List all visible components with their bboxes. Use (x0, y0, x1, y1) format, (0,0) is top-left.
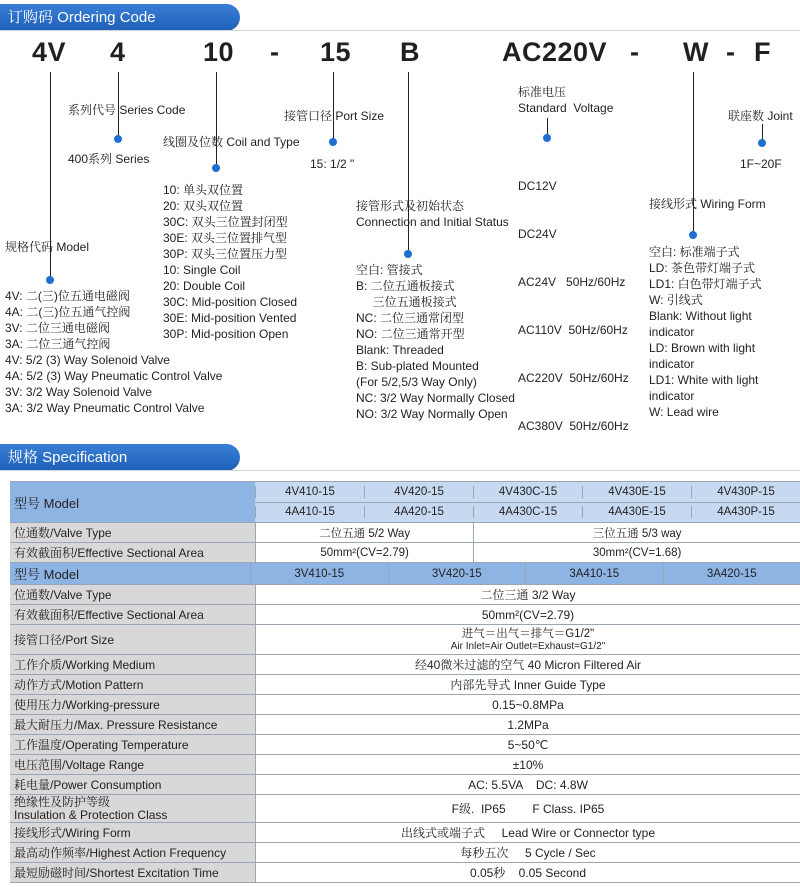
table-cell: 50mm²(CV=2.79) (255, 605, 800, 624)
table-row (10, 715, 800, 735)
table-row (10, 543, 800, 563)
table-row (10, 775, 800, 795)
insulation-label-cn: 绝缘性及防护等级 (14, 794, 111, 809)
list-item: 10: Single Coil (163, 263, 241, 277)
table-cell: 4V430C-15 (473, 486, 582, 498)
list-item: 30E: Mid-position Vented (163, 311, 297, 325)
dot-wiring (689, 231, 697, 239)
series-title: 系列代号 Series Code (68, 103, 186, 117)
code-series: 4 (110, 37, 126, 67)
table-cell: 4A420-15 (364, 506, 473, 518)
list-item: 30E: 双头三位置排气型 (163, 231, 288, 245)
table-row (10, 695, 800, 715)
code-model: 4V (32, 37, 67, 67)
code-coil: 10 (203, 37, 235, 67)
table-cell: 4V430P-15 (691, 486, 800, 498)
table-cell: 0.05秒 0.05 Second (255, 863, 800, 882)
row-label: 耗电量/Power Consumption (10, 775, 255, 794)
table-cell: 4V430E-15 (582, 486, 691, 498)
dot-connection (404, 250, 412, 258)
table-cell: F级. IP65 F Class. IP65 (255, 795, 800, 822)
table-cell: 5~50℃ (255, 735, 800, 754)
list-item: W: Lead wire (649, 405, 719, 419)
table-cell: 50mm²(CV=2.79) (255, 543, 473, 562)
row-label: 电压范围/Voltage Range (10, 755, 255, 774)
table-row (10, 823, 800, 843)
dot-coil (212, 164, 220, 172)
table-cell: 4V410-15 (255, 486, 364, 498)
list-item: 4A: 二(三)位五通气控阀 (5, 305, 131, 319)
list-item: 空白: 管接式 (356, 263, 423, 277)
table-row (10, 795, 800, 823)
code-joint: F (754, 37, 771, 67)
code-port: 15 (320, 37, 352, 67)
list-item: 3V: 3/2 Way Solenoid Valve (5, 385, 152, 399)
list-item: LD: 茶色带灯端子式 (649, 261, 756, 275)
row-label: 动作方式/Motion Pattern (10, 675, 255, 694)
list-item: LD1: 白色带灯端子式 (649, 277, 762, 291)
list-item: 4A: 5/2 (3) Way Pneumatic Control Valve (5, 369, 223, 383)
table-cell: 4A430E-15 (582, 506, 691, 518)
spec-header: 规格 Specification (0, 444, 240, 471)
table-row (10, 625, 800, 655)
model-label-3: 型号 Model (10, 563, 135, 584)
code-dash-3: - (726, 37, 736, 67)
table-row (10, 735, 800, 755)
joint-value: 1F~20F (740, 157, 782, 171)
list-item: 4V: 5/2 (3) Way Solenoid Valve (5, 353, 170, 367)
list-item: LD1: White with light (649, 373, 759, 387)
table-cell: 1.2MPa (255, 715, 800, 734)
list-item: DC12V (518, 179, 557, 193)
list-item: 20: 双头双位置 (163, 199, 244, 213)
model-title: 规格代码 Model (5, 240, 90, 254)
models-3-cells (250, 563, 800, 584)
leader-coil (216, 72, 217, 166)
table-row (10, 523, 800, 543)
table-cell: 3A420-15 (663, 563, 800, 584)
table-cell: 4A430C-15 (473, 506, 582, 518)
table-cell: 每秒五次 5 Cycle / Sec (255, 843, 800, 862)
valve-type-label: 位通数/Valve Type (10, 523, 255, 542)
dot-port (329, 138, 337, 146)
row-label: 使用压力/Working-pressure (10, 695, 255, 714)
table-row (10, 755, 800, 775)
model-cells (255, 482, 800, 522)
list-item: 20: Double Coil (163, 279, 246, 293)
table-row (10, 563, 800, 585)
ordering-header: 订购码 Ordering Code (0, 4, 240, 31)
row-label: 工作介质/Working Medium (10, 655, 255, 674)
port-size-cell (255, 625, 800, 654)
list-item: 30P: 双头三位置压力型 (163, 247, 288, 261)
area-cells (255, 543, 800, 562)
list-item: indicator (649, 389, 695, 403)
dot-model (46, 276, 54, 284)
header-divider (0, 30, 800, 31)
list-item: AC220V 50Hz/60Hz (518, 371, 629, 385)
list-item: NC: 二位三通常闭型 (356, 311, 465, 325)
area-label-3: 有效截面积/Effective Sectional Area (10, 605, 255, 624)
list-item: 3A: 二位三通气控阀 (5, 337, 111, 351)
insulation-label (10, 795, 255, 822)
port-size-cn: 进气＝出气＝排气＝G1/2" (461, 627, 595, 640)
table-row (10, 605, 800, 625)
table-row (10, 675, 800, 695)
table-cell: 经40微米过滤的空气 40 Micron Filtered Air (255, 655, 800, 674)
list-item: 3V: 二位三通电磁阀 (5, 321, 110, 335)
row-label: 最大耐压力/Max. Pressure Resistance (10, 715, 255, 734)
table-row (10, 863, 800, 883)
table-cell: 4A410-15 (255, 506, 364, 518)
list-item: indicator (649, 325, 695, 339)
valve-type-cells (255, 523, 800, 542)
list-item: 4V: 二(三)位五通电磁阀 (5, 289, 130, 303)
row-label: 最高动作频率/Highest Action Frequency (10, 843, 255, 862)
code-wiring: W (683, 37, 709, 67)
voltage-title-en: Standard Voltage (518, 101, 614, 115)
list-item: DC24V (518, 227, 557, 241)
table-cell: 3V410-15 (250, 563, 388, 584)
coil-title: 线圈及位数 Coil and Type (163, 135, 300, 149)
insulation-label-en: Insulation & Protection Class (14, 807, 168, 822)
table-cell: 0.15~0.8MPa (255, 695, 800, 714)
coil-list (163, 182, 297, 342)
models-4v-row (255, 482, 800, 503)
row-label: 接线形式/Wiring Form (10, 823, 255, 842)
list-item: indicator (649, 357, 695, 371)
list-item: 3A: 3/2 Way Pneumatic Control Valve (5, 401, 205, 415)
list-item: AC24V 50Hz/60Hz (518, 275, 626, 289)
table-cell: 3A410-15 (525, 563, 663, 584)
models-4a-row (255, 503, 800, 523)
port-value: 15: 1/2 " (310, 157, 355, 171)
dot-series (114, 135, 122, 143)
list-item: Blank: Threaded (356, 343, 444, 357)
list-item: NO: 二位三通常开型 (356, 327, 465, 341)
list-item: AC110V 50Hz/60Hz (518, 323, 628, 337)
list-item: AC380V 50Hz/60Hz (518, 419, 629, 433)
voltage-title-cn: 标准电压 (518, 85, 567, 99)
table-cell: 4A430P-15 (691, 506, 800, 518)
dot-joint (758, 139, 766, 147)
table-row (10, 843, 800, 863)
port-size-en: Air Inlet=Air Outlet=Exhaust=G1/2" (450, 640, 606, 652)
table-cell: 内部先导式 Inner Guide Type (255, 675, 800, 694)
spec-header-divider (0, 470, 800, 471)
list-item: 30C: 双头三位置封闭型 (163, 215, 288, 229)
list-item: 30C: Mid-position Closed (163, 295, 298, 309)
list-item: NC: 3/2 Way Normally Closed (356, 391, 515, 405)
list-item: 三位五通板接式 (356, 295, 457, 309)
table-cell: 二位五通 5/2 Way (255, 523, 473, 542)
code-dash-1: - (270, 37, 280, 67)
table-cell: 4V420-15 (364, 486, 473, 498)
table-cell: 3V420-15 (388, 563, 526, 584)
table-cell: 出线式或端子式 Lead Wire or Connector type (255, 823, 800, 842)
list-item: B: 二位五通板接式 (356, 279, 455, 293)
row-label: 最短励磁时间/Shortest Excitation Time (10, 863, 255, 882)
code-dash-2: - (630, 37, 640, 67)
list-item: B: Sub-plated Mounted (356, 359, 479, 373)
list-item: W: 引线式 (649, 293, 703, 307)
connection-list (356, 262, 515, 422)
list-item: 空白: 标准端子式 (649, 245, 740, 259)
table-cell: 三位五通 5/3 way (473, 523, 800, 542)
table-cell: ±10% (255, 755, 800, 774)
voltage-list (518, 146, 629, 450)
leader-port (333, 72, 334, 140)
connection-title-en: Connection and Initial Status (356, 215, 509, 229)
code-connection: B (400, 37, 420, 67)
table-cell: 30mm²(CV=1.68) (473, 543, 800, 562)
table-cell: 二位三通 3/2 Way (255, 585, 800, 604)
row-label: 工作温度/Operating Temperature (10, 735, 255, 754)
model-label: 型号 Model (10, 482, 255, 522)
joint-title: 联座数 Joint (728, 109, 793, 123)
list-item: LD: Brown with light (649, 341, 756, 355)
list-item: NO: 3/2 Way Normally Open (356, 407, 508, 421)
list-item: 10: 单头双位置 (163, 183, 244, 197)
list-item: 30P: Mid-position Open (163, 327, 289, 341)
table-row (10, 481, 800, 523)
port-size-label: 接管口径/Port Size (10, 625, 255, 654)
table-row (10, 585, 800, 605)
list-item: (For 5/2,5/3 Way Only) (356, 375, 477, 389)
list-item: Blank: Without light (649, 309, 752, 323)
dot-voltage (543, 134, 551, 142)
wiring-title: 接线形式 Wiring Form (649, 197, 766, 211)
port-title: 接管口径 Port Size (284, 109, 385, 123)
table-row (10, 655, 800, 675)
valve-type-label-3: 位通数/Valve Type (10, 585, 255, 604)
code-voltage: AC220V (502, 37, 608, 67)
connection-title-cn: 接管形式及初始状态 (356, 199, 465, 213)
series-value: 400系列 Series (68, 152, 150, 166)
area-label: 有效截面积/Effective Sectional Area (10, 543, 255, 562)
table-cell: AC: 5.5VA DC: 4.8W (255, 775, 800, 794)
wiring-list (649, 244, 762, 420)
